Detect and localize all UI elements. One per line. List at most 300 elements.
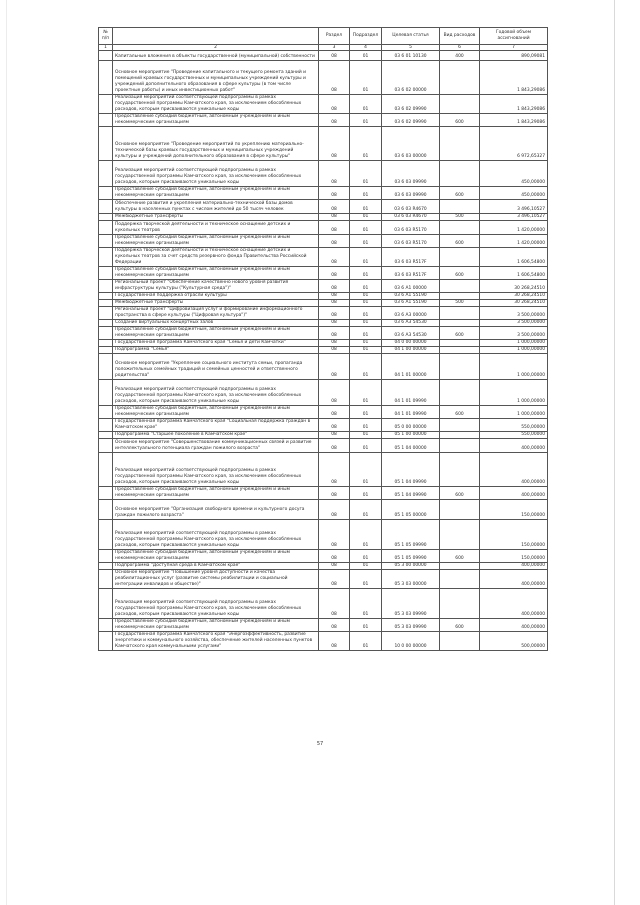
cell-section: 08: [319, 340, 350, 347]
cell-subsection: 01: [350, 95, 382, 114]
cell-name: Основное мероприятие "Проведение мероприятий по укреплению материально-технической базы краевых государственных и муниципальных учреждений культуры и учреждений дополнительного образования в сфере культуры": [113, 127, 319, 161]
cell-amount: 1 000,00000: [480, 354, 548, 380]
cell-row-number: [99, 327, 113, 340]
cell-section: 08: [319, 327, 350, 340]
cell-row-number: [99, 419, 113, 432]
cell-expense-type: 600: [440, 114, 480, 127]
cell-target: 03 6 03 R517F: [382, 267, 440, 280]
cell-subsection: 01: [350, 300, 382, 307]
cell-amount: 500,00000: [480, 632, 548, 651]
cell-name: Предоставление субсидий бюджетным, автономным учреждениям и иным некоммерческим организациям: [113, 619, 319, 632]
cell-section: 08: [319, 61, 350, 95]
cell-section: 08: [319, 619, 350, 632]
column-number: 7: [480, 45, 548, 51]
cell-row-number: [99, 570, 113, 589]
cell-section: 08: [319, 550, 350, 563]
cell-subsection: 01: [350, 127, 382, 161]
cell-expense-type: 600: [440, 487, 480, 500]
cell-subsection: 01: [350, 500, 382, 520]
table-row: [99, 347, 548, 354]
cell-amount: 400,00000: [480, 439, 548, 453]
cell-name: Предоставление субсидий бюджетным, автономным учреждениям и иным некоммерческим организациям: [113, 187, 319, 200]
cell-target: 05 1 04 00000: [382, 439, 440, 453]
cell-target: 03 6 03 R4670: [382, 200, 440, 214]
cell-amount: 3 500,00000: [480, 327, 548, 340]
cell-section: 08: [319, 453, 350, 487]
cell-section: 08: [319, 320, 350, 327]
cell-expense-type: [440, 520, 480, 550]
cell-subsection: 01: [350, 114, 382, 127]
cell-row-number: [99, 214, 113, 221]
cell-expense-type: [440, 380, 480, 406]
cell-amount: 400,00000: [480, 453, 548, 487]
cell-target: 05 0 00 00000: [382, 419, 440, 432]
cell-target: 03 6 03 R4670: [382, 214, 440, 221]
cell-row-number: [99, 500, 113, 520]
cell-subsection: 01: [350, 406, 382, 419]
column-number: 5: [382, 45, 440, 51]
cell-row-number: [99, 61, 113, 95]
cell-amount: 150,00000: [480, 500, 548, 520]
cell-section: 08: [319, 520, 350, 550]
cell-expense-type: 600: [440, 235, 480, 248]
cell-section: 08: [319, 563, 350, 570]
header-amount: Годовой объем ассигнований: [480, 28, 548, 45]
cell-target: 05 3 03 09990: [382, 589, 440, 619]
cell-subsection: 01: [350, 419, 382, 432]
cell-row-number: [99, 619, 113, 632]
cell-subsection: 01: [350, 520, 382, 550]
cell-subsection: 01: [350, 453, 382, 487]
cell-amount: 450,00000: [480, 187, 548, 200]
cell-target: 03 6 03 R5170: [382, 235, 440, 248]
cell-subsection: 01: [350, 51, 382, 61]
cell-name: Реализация мероприятий соответствующей подпрограммы в рамках государственной программы Камчатского края, за исключением обособленных расходов, которым присваиваются уникальные коды: [113, 161, 319, 187]
cell-subsection: 01: [350, 619, 382, 632]
cell-row-number: [99, 235, 113, 248]
cell-subsection: 01: [350, 221, 382, 235]
cell-target: 03 6 03 00000: [382, 127, 440, 161]
cell-subsection: 01: [350, 280, 382, 293]
cell-expense-type: 400: [440, 51, 480, 61]
table-row: [99, 161, 548, 187]
table-row: [99, 235, 548, 248]
cell-subsection: 01: [350, 248, 382, 267]
cell-row-number: [99, 161, 113, 187]
cell-target: 05 1 05 09990: [382, 520, 440, 550]
table-row: [99, 487, 548, 500]
cell-name: Предоставление субсидий бюджетным, автономным учреждениям и иным некоммерческим организациям: [113, 235, 319, 248]
table-row: [99, 340, 548, 347]
cell-subsection: 01: [350, 380, 382, 406]
column-number: 2: [113, 45, 319, 51]
header-section: Раздел: [319, 28, 350, 45]
cell-amount: 3 500,00000: [480, 320, 548, 327]
cell-target: 05 3 00 00000: [382, 563, 440, 570]
cell-amount: 400,00000: [480, 563, 548, 570]
table-row: [99, 248, 548, 267]
cell-name: Основное мероприятие "Совершенствование коммуникационных связей и развитие интеллектуального потенциала граждан пожилого возраста": [113, 439, 319, 453]
table-row: [99, 432, 548, 439]
cell-section: 08: [319, 221, 350, 235]
cell-row-number: [99, 340, 113, 347]
cell-row-number: [99, 380, 113, 406]
cell-section: 08: [319, 589, 350, 619]
table-row: [99, 632, 548, 651]
cell-target: 03 6 02 09990: [382, 95, 440, 114]
cell-name: Основное мероприятие "Повышение уровня доступности и качества реабилитационных услуг (развитие системы реабилитации и социальной интеграции инвалидов и обществе)": [113, 570, 319, 589]
cell-target: 03 6 03 R517F: [382, 248, 440, 267]
cell-expense-type: [440, 95, 480, 114]
cell-subsection: 01: [350, 354, 382, 380]
cell-expense-type: 600: [440, 187, 480, 200]
cell-row-number: [99, 127, 113, 161]
page-edge-right: [614, 0, 615, 905]
cell-target: 04 1 01 09990: [382, 406, 440, 419]
cell-target: 03 6 02 00000: [382, 61, 440, 95]
cell-subsection: 01: [350, 563, 382, 570]
cell-expense-type: [440, 632, 480, 651]
table-row: [99, 307, 548, 320]
cell-expense-type: [440, 340, 480, 347]
cell-row-number: [99, 432, 113, 439]
cell-expense-type: [440, 161, 480, 187]
cell-name: Предоставление субсидий бюджетным, автономным учреждениям и иным некоммерческим организациям: [113, 327, 319, 340]
cell-amount: 1 606,54800: [480, 267, 548, 280]
cell-target: 03 6 A3 54530: [382, 320, 440, 327]
cell-subsection: 01: [350, 235, 382, 248]
table-row: [99, 550, 548, 563]
cell-section: 08: [319, 161, 350, 187]
table-row: [99, 320, 548, 327]
table-body: [99, 51, 548, 651]
cell-row-number: [99, 632, 113, 651]
cell-section: 08: [319, 235, 350, 248]
cell-row-number: [99, 300, 113, 307]
cell-name: Подпрограмма "Семья": [113, 347, 319, 354]
cell-amount: 30 268,24510: [480, 293, 548, 300]
cell-subsection: 01: [350, 439, 382, 453]
cell-section: 08: [319, 406, 350, 419]
cell-section: 08: [319, 419, 350, 432]
cell-target: 03 6 A3 00000: [382, 307, 440, 320]
header-name: [113, 28, 319, 45]
cell-name: Предоставление субсидий бюджетным, автономным учреждениям и иным некоммерческим организациям: [113, 487, 319, 500]
cell-target: 03 6 A1 55190: [382, 293, 440, 300]
table-row: [99, 293, 548, 300]
cell-expense-type: [440, 248, 480, 267]
table-row: [99, 563, 548, 570]
table-row: [99, 200, 548, 214]
cell-name: Подпрограмма "Старшее поколение в Камчатском крае": [113, 432, 319, 439]
cell-expense-type: 500: [440, 300, 480, 307]
header-expense-type: Вид расходов: [440, 28, 480, 45]
table-row: [99, 419, 548, 432]
cell-section: 08: [319, 200, 350, 214]
cell-section: 08: [319, 354, 350, 380]
cell-target: 03 6 02 09990: [382, 114, 440, 127]
cell-subsection: 01: [350, 487, 382, 500]
cell-section: 08: [319, 570, 350, 589]
header-target: Целевая статья: [382, 28, 440, 45]
column-number: 6: [440, 45, 480, 51]
cell-expense-type: 600: [440, 406, 480, 419]
cell-amount: 1 843,29086: [480, 61, 548, 95]
cell-amount: 30 268,24510: [480, 280, 548, 293]
cell-amount: 150,00000: [480, 550, 548, 563]
cell-name: Создание виртуальных концертных залов: [113, 320, 319, 327]
cell-expense-type: [440, 293, 480, 300]
cell-name: Поддержка творческой деятельности и техническое оснащение детских и кукольных театров: [113, 221, 319, 235]
table-row: [99, 300, 548, 307]
page-number: 57: [316, 741, 324, 747]
table-row: [99, 570, 548, 589]
table-row: [99, 267, 548, 280]
cell-subsection: 01: [350, 632, 382, 651]
cell-amount: 1 000,00000: [480, 340, 548, 347]
cell-section: 08: [319, 51, 350, 61]
cell-target: 04 1 00 00000: [382, 347, 440, 354]
cell-subsection: 01: [350, 347, 382, 354]
cell-name: Подпрограмма "Доступная среда в Камчатском крае": [113, 563, 319, 570]
table-row: [99, 439, 548, 453]
cell-amount: 3 496,10527: [480, 214, 548, 221]
cell-expense-type: [440, 307, 480, 320]
table-row: [99, 114, 548, 127]
table-row: [99, 453, 548, 487]
cell-expense-type: 600: [440, 267, 480, 280]
cell-row-number: [99, 114, 113, 127]
cell-target: 03 6 01 10130: [382, 51, 440, 61]
cell-subsection: 01: [350, 161, 382, 187]
cell-name: Предоставление субсидий бюджетным, автономным учреждениям и иным некоммерческим организациям: [113, 114, 319, 127]
cell-expense-type: [440, 419, 480, 432]
cell-amount: 3 496,10527: [480, 200, 548, 214]
cell-name: Реализация мероприятий соответствующей подпрограммы в рамках государственной программы Камчатского края, за исключением обособленных расходов, которым присваиваются уникальные коды: [113, 380, 319, 406]
cell-row-number: [99, 307, 113, 320]
cell-expense-type: [440, 453, 480, 487]
cell-amount: 550,00000: [480, 432, 548, 439]
cell-section: 08: [319, 187, 350, 200]
table-row: [99, 61, 548, 95]
cell-amount: 400,00000: [480, 570, 548, 589]
cell-subsection: 01: [350, 327, 382, 340]
header-subsection: Подраздел: [350, 28, 382, 45]
cell-subsection: 01: [350, 200, 382, 214]
cell-target: 05 1 00 00000: [382, 432, 440, 439]
cell-expense-type: [440, 432, 480, 439]
cell-row-number: [99, 267, 113, 280]
cell-expense-type: 600: [440, 619, 480, 632]
cell-section: 08: [319, 280, 350, 293]
cell-name: Государственная программа Камчатского края "Социальная поддержка граждан в Камчатском крае": [113, 419, 319, 432]
cell-expense-type: [440, 589, 480, 619]
cell-name: Реализация мероприятий соответствующей подпрограммы в рамках государственной программы Камчатского края, за исключением обособленных расходов, которым присваиваются уникальные коды: [113, 453, 319, 487]
cell-target: 03 6 A1 00000: [382, 280, 440, 293]
table-row: [99, 380, 548, 406]
cell-row-number: [99, 520, 113, 550]
cell-row-number: [99, 187, 113, 200]
cell-name: Государственная программа Камчатского края "Семья и дети Камчатки": [113, 340, 319, 347]
column-number: 1: [99, 45, 113, 51]
table-row: [99, 327, 548, 340]
cell-subsection: 01: [350, 340, 382, 347]
cell-row-number: [99, 200, 113, 214]
cell-target: 05 1 04 09990: [382, 487, 440, 500]
table-row: [99, 127, 548, 161]
cell-amount: 1 606,54800: [480, 248, 548, 267]
cell-row-number: [99, 563, 113, 570]
cell-row-number: [99, 221, 113, 235]
cell-subsection: 01: [350, 432, 382, 439]
cell-target: 03 6 03 09990: [382, 187, 440, 200]
cell-amount: 150,00000: [480, 520, 548, 550]
cell-subsection: 01: [350, 187, 382, 200]
cell-row-number: [99, 280, 113, 293]
cell-name: Основное мероприятие "Укрепление социального института семьи, пропаганда положительных семейных традиций и семейных ценностей и ответственного родительства": [113, 354, 319, 380]
table-row: [99, 406, 548, 419]
cell-expense-type: [440, 570, 480, 589]
cell-subsection: 01: [350, 214, 382, 221]
cell-expense-type: [440, 320, 480, 327]
cell-section: 08: [319, 380, 350, 406]
cell-section: 08: [319, 293, 350, 300]
cell-target: 04 1 01 00000: [382, 354, 440, 380]
table-row: [99, 589, 548, 619]
cell-section: 08: [319, 487, 350, 500]
cell-expense-type: [440, 347, 480, 354]
cell-amount: 1 420,00000: [480, 235, 548, 248]
cell-target: 05 3 03 09990: [382, 619, 440, 632]
cell-target: 05 1 04 09990: [382, 453, 440, 487]
cell-section: 08: [319, 300, 350, 307]
cell-row-number: [99, 248, 113, 267]
cell-name: Капитальные вложения в объекты государственной (муниципальной) собственности: [113, 51, 319, 61]
cell-target: 04 0 00 00000: [382, 340, 440, 347]
cell-row-number: [99, 320, 113, 327]
cell-name: Предоставление субсидий бюджетным, автономным учреждениям и иным некоммерческим организациям: [113, 267, 319, 280]
cell-row-number: [99, 487, 113, 500]
cell-section: 08: [319, 347, 350, 354]
cell-section: 08: [319, 439, 350, 453]
cell-target: 03 6 A3 54530: [382, 327, 440, 340]
table-row: [99, 95, 548, 114]
table-row: [99, 500, 548, 520]
cell-amount: 1 420,00000: [480, 221, 548, 235]
cell-target: 05 1 05 09990: [382, 550, 440, 563]
cell-amount: 400,00000: [480, 487, 548, 500]
cell-section: 08: [319, 307, 350, 320]
cell-target: 05 1 05 00000: [382, 500, 440, 520]
cell-subsection: 01: [350, 307, 382, 320]
cell-target: 03 6 A1 55190: [382, 300, 440, 307]
cell-name: Поддержка творческой деятельности и техническое оснащение детских и кукольных театров за счет средств резервного фонда Правительства Российской Федерации: [113, 248, 319, 267]
cell-subsection: 01: [350, 61, 382, 95]
cell-name: Основное мероприятие "Организация свободного времени и культурного досуга граждан пожилого возраста": [113, 500, 319, 520]
cell-row-number: [99, 406, 113, 419]
cell-section: 08: [319, 95, 350, 114]
cell-row-number: [99, 95, 113, 114]
cell-amount: 1 843,29086: [480, 114, 548, 127]
cell-row-number: [99, 589, 113, 619]
cell-subsection: 01: [350, 293, 382, 300]
cell-amount: 1 000,00000: [480, 406, 548, 419]
cell-expense-type: 600: [440, 550, 480, 563]
cell-section: 08: [319, 500, 350, 520]
cell-expense-type: [440, 127, 480, 161]
cell-name: Государственная программа Камчатского края "Энергоэффективность, развитие энергетики и коммунального хозяйства, обеспечение жителей населенных пунктов Камчатского края коммунальными услугами": [113, 632, 319, 651]
cell-amount: 450,00000: [480, 161, 548, 187]
cell-row-number: [99, 453, 113, 487]
cell-target: 05 3 03 00000: [382, 570, 440, 589]
cell-section: 08: [319, 127, 350, 161]
cell-name: Межбюджетные трансферты: [113, 214, 319, 221]
cell-section: 08: [319, 432, 350, 439]
cell-row-number: [99, 293, 113, 300]
cell-amount: 400,00000: [480, 589, 548, 619]
cell-amount: 550,00000: [480, 419, 548, 432]
cell-expense-type: [440, 439, 480, 453]
cell-section: 08: [319, 267, 350, 280]
cell-expense-type: 500: [440, 214, 480, 221]
cell-subsection: 01: [350, 550, 382, 563]
cell-name: Межбюджетные трансферты: [113, 300, 319, 307]
cell-expense-type: [440, 280, 480, 293]
cell-amount: 890,09081: [480, 51, 548, 61]
table-row: [99, 354, 548, 380]
cell-name: Реализация мероприятий соответствующей подпрограммы в рамках государственной программы Камчатского края, за исключением обособленных расходов, которым присваиваются уникальные коды: [113, 520, 319, 550]
page-edge-left: [6, 0, 7, 905]
cell-row-number: [99, 354, 113, 380]
cell-subsection: 01: [350, 320, 382, 327]
cell-expense-type: [440, 61, 480, 95]
budget-table: [98, 27, 548, 651]
cell-subsection: 01: [350, 570, 382, 589]
cell-target: 03 6 03 R5170: [382, 221, 440, 235]
cell-name: Предоставление субсидий бюджетным, автономным учреждениям и иным некоммерческим организациям: [113, 406, 319, 419]
table-row: [99, 619, 548, 632]
cell-target: 04 1 01 09990: [382, 380, 440, 406]
table-row: [99, 187, 548, 200]
table-row: [99, 280, 548, 293]
table-row: [99, 51, 548, 61]
cell-expense-type: [440, 500, 480, 520]
cell-name: Реализация мероприятий соответствующей подпрограммы в рамках государственной программы Камчатского края, за исключением обособленных расходов, которым присваиваются уникальные коды: [113, 95, 319, 114]
cell-amount: 30 268,24510: [480, 300, 548, 307]
cell-section: 08: [319, 632, 350, 651]
cell-amount: 1 843,29086: [480, 95, 548, 114]
table-header-row: [99, 28, 548, 45]
cell-expense-type: [440, 221, 480, 235]
cell-row-number: [99, 347, 113, 354]
column-number: 4: [350, 45, 382, 51]
cell-amount: 3 500,00000: [480, 307, 548, 320]
cell-expense-type: [440, 354, 480, 380]
cell-name: Региональный проект "Обеспечение качественно нового уровня развития инфраструктуры культуры ("Культурная среда")": [113, 280, 319, 293]
cell-name: Реализация мероприятий соответствующей подпрограммы в рамках государственной программы Камчатского края, за исключением обособленных расходов, которым присваиваются уникальные коды: [113, 589, 319, 619]
cell-row-number: [99, 550, 113, 563]
cell-name: Государственная поддержка отрасли культуры: [113, 293, 319, 300]
cell-row-number: [99, 51, 113, 61]
cell-row-number: [99, 439, 113, 453]
table-row: [99, 214, 548, 221]
table-row: [99, 221, 548, 235]
cell-name: Основное мероприятие "Проведение капитального и текущего ремонта зданий и помещений краевых государственных и муниципальных учреждений культуры и учреждений дополнительного образования в сфере культуры (в том числе проектные работы) и иных инвестиционных работ": [113, 61, 319, 95]
cell-name: Региональный проект "Цифровизация услуг и формирование информационного пространства в сфере культуры ("Цифровая культура")": [113, 307, 319, 320]
cell-expense-type: 600: [440, 327, 480, 340]
cell-target: 10 0 00 00000: [382, 632, 440, 651]
cell-expense-type: [440, 563, 480, 570]
